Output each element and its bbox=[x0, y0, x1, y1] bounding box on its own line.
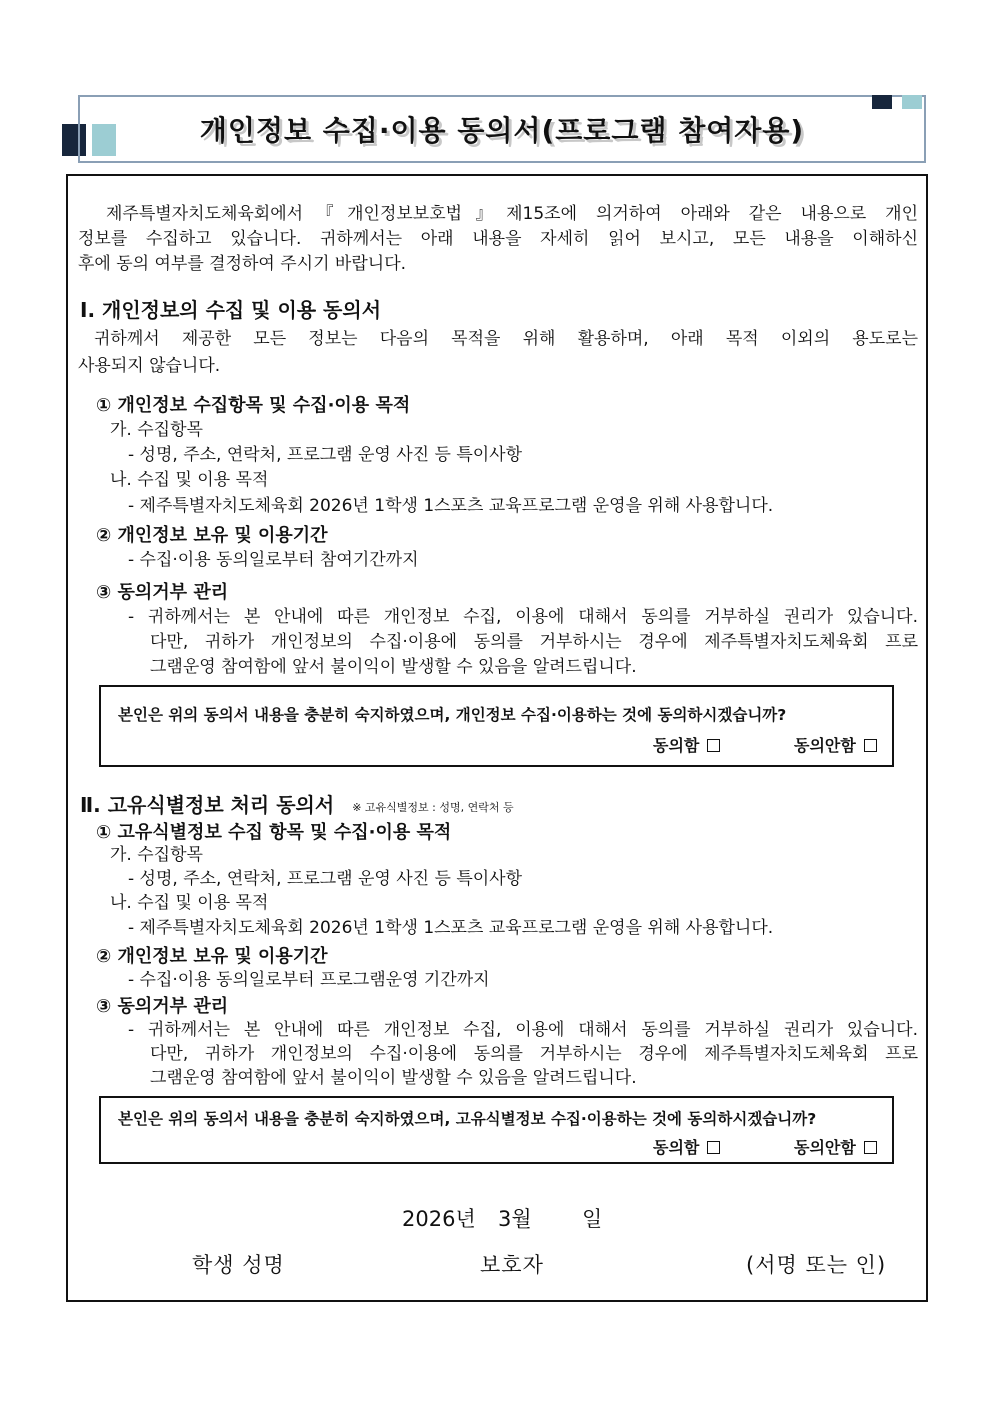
section1-item3-heading: ③ 동의거부 관리 bbox=[96, 582, 229, 603]
section2-item2-heading: ② 개인정보 보유 및 이용기간 bbox=[96, 946, 328, 967]
guardian-label: 보호자 bbox=[480, 1253, 544, 1277]
section2-item3-line-3: 그램운영 참여함에 앞서 불이익이 발생할 수 있음을 알려드립니다. bbox=[150, 1068, 637, 1088]
section1-item1-a-label: 가. 수집항목 bbox=[110, 420, 203, 440]
intro-line-1: 제주특별자치도체육회에서『개인정보보호법』제15조에 의거하여 아래와 같은 내용으로 개인 bbox=[106, 204, 918, 224]
signature-label: (서명 또는 인) bbox=[746, 1253, 887, 1277]
section1-agree-checkbox[interactable] bbox=[707, 739, 720, 752]
section2-item3-line-2: 다만, 귀하가 개인정보의 수집·이용에 동의를 거부하시는 경우에 제주특별자치도체육회 프로 bbox=[150, 1044, 918, 1064]
section1-item1-b-label: 나. 수집 및 이용 목적 bbox=[110, 470, 269, 490]
section2-item1-b-label: 나. 수집 및 이용 목적 bbox=[110, 893, 269, 913]
date-day: 일 bbox=[582, 1207, 603, 1231]
section2-item1-heading: ① 고유식별정보 수집 항목 및 수집·이용 목적 bbox=[96, 822, 452, 843]
section1-agree-option[interactable] bbox=[653, 733, 720, 756]
section1-disagree-label: 동의안함 bbox=[794, 736, 856, 755]
section1-item3-line-2: 다만, 귀하가 개인정보의 수집·이용에 동의를 거부하시는 경우에 제주특별자치도체육회 프로 bbox=[150, 632, 918, 652]
section2-heading bbox=[80, 789, 514, 818]
student-name-label: 학생 성명 bbox=[192, 1253, 285, 1277]
section1-consent-question: 본인은 위의 동의서 내용을 충분히 숙지하였으며, 개인정보 수집·이용하는 것에 동의하시겠습니까? bbox=[118, 706, 787, 724]
section2-disagree-checkbox[interactable] bbox=[864, 1141, 877, 1154]
section2-disagree-option[interactable] bbox=[794, 1135, 877, 1158]
section2-agree-checkbox[interactable] bbox=[707, 1141, 720, 1154]
section2-disagree-label: 동의안함 bbox=[794, 1138, 856, 1157]
title-decor-square-light-right bbox=[902, 95, 922, 109]
section2-item2-value: - 수집·이용 동의일로부터 프로그램운영 기간까지 bbox=[128, 970, 490, 990]
section2-agree-option[interactable] bbox=[653, 1135, 720, 1158]
section2-agree-label: 동의함 bbox=[653, 1138, 700, 1157]
section1-item1-a-value: - 성명, 주소, 연락처, 프로그램 운영 사진 등 특이사항 bbox=[128, 445, 523, 465]
section1-desc-line-1: 귀하께서 제공한 모든 정보는 다음의 목적을 위해 활용하며, 아래 목적 이외의 용도로는 bbox=[94, 329, 918, 349]
section1-disagree-checkbox[interactable] bbox=[864, 739, 877, 752]
section2-item1-a-value: - 성명, 주소, 연락처, 프로그램 운영 사진 등 특이사항 bbox=[128, 869, 523, 889]
section1-item1-b-value: - 제주특별자치도체육회 2026년 1학생 1스포츠 교육프로그램 운영을 위해 사용합니다. bbox=[128, 496, 774, 516]
section2-consent-box bbox=[99, 1096, 894, 1164]
page-title: 개인정보 수집·이용 동의서(프로그램 참여자용) bbox=[199, 114, 805, 147]
section2-consent-question: 본인은 위의 동의서 내용을 충분히 숙지하였으며, 고유식별정보 수집·이용하는 것에 동의하시겠습니까? bbox=[118, 1110, 817, 1128]
section2-heading-text: Ⅱ. 고유식별정보 처리 동의서 bbox=[80, 793, 335, 817]
section1-disagree-option[interactable] bbox=[794, 733, 877, 756]
section1-item2-heading: ② 개인정보 보유 및 이용기간 bbox=[96, 525, 328, 546]
section1-heading: Ⅰ. 개인정보의 수집 및 이용 동의서 bbox=[80, 298, 382, 322]
section2-item3-heading: ③ 동의거부 관리 bbox=[96, 996, 229, 1017]
title-banner bbox=[78, 95, 926, 163]
section1-item1-heading: ① 개인정보 수집항목 및 수집·이용 목적 bbox=[96, 395, 411, 416]
intro-line-2: 정보를 수집하고 있습니다. 귀하께서는 아래 내용을 자세히 읽어 보시고, 모든 내용을 이해하신 bbox=[78, 229, 918, 249]
section1-desc-line-2: 사용되지 않습니다. bbox=[78, 356, 221, 376]
section2-item3-line-1: - 귀하께서는 본 안내에 따른 개인정보 수집, 이용에 대해서 동의를 거부하실 권리가 있습니다. bbox=[128, 1020, 918, 1040]
intro-line-3: 후에 동의 여부를 결정하여 주시기 바랍니다. bbox=[78, 254, 407, 274]
section1-item3-line-3: 그램운영 참여함에 앞서 불이익이 발생할 수 있음을 알려드립니다. bbox=[150, 657, 637, 677]
section2-note: ※ 고유식별정보 : 성명, 연락처 등 bbox=[352, 800, 514, 814]
section2-item1-b-value: - 제주특별자치도체육회 2026년 1학생 1스포츠 교육프로그램 운영을 위해 사용합니다. bbox=[128, 918, 774, 938]
section1-consent-box bbox=[99, 685, 894, 767]
section2-item1-a-label: 가. 수집항목 bbox=[110, 845, 203, 865]
section1-item3-line-1: - 귀하께서는 본 안내에 따른 개인정보 수집, 이용에 대해서 동의를 거부하실 권리가 있습니다. bbox=[128, 607, 918, 627]
section1-agree-label: 동의함 bbox=[653, 736, 700, 755]
section1-item2-value: - 수집·이용 동의일로부터 참여기간까지 bbox=[128, 550, 419, 570]
date-year: 2026년 bbox=[402, 1207, 476, 1231]
date-month: 3월 bbox=[498, 1207, 532, 1231]
title-decor-square-dark-right bbox=[872, 95, 892, 109]
